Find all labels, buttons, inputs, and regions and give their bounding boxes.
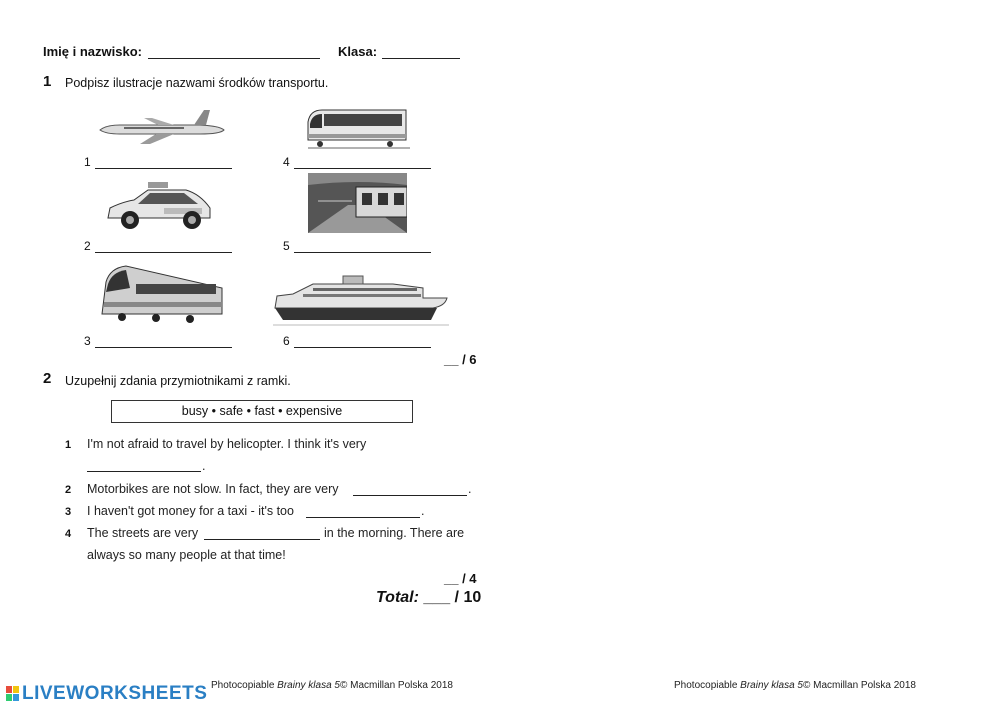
brand-text: LIVEWORKSHEETS bbox=[22, 683, 208, 704]
sentence-3-number: 3 bbox=[65, 506, 72, 518]
picture-4-answer-line[interactable] bbox=[294, 167, 431, 169]
tram-icon bbox=[306, 104, 411, 150]
exercise-2-score: __ / 4 bbox=[444, 571, 477, 586]
train-icon bbox=[100, 262, 224, 324]
picture-2-answer-line[interactable] bbox=[95, 251, 232, 253]
word-box: busy • safe • fast • expensive bbox=[111, 400, 413, 423]
total-label: Total: bbox=[376, 589, 419, 606]
exercise-2-instruction: Uzupełnij zdania przymiotnikami z ramki. bbox=[65, 374, 291, 388]
picture-5-number: 5 bbox=[283, 239, 290, 253]
sentence-3-end: . bbox=[421, 504, 425, 518]
picture-3-number: 3 bbox=[84, 334, 91, 348]
class-label: Klasa: bbox=[338, 44, 378, 59]
picture-6-number: 6 bbox=[283, 334, 290, 348]
sentence-3-text: I haven't got money for a taxi - it's too bbox=[87, 504, 294, 518]
picture-6-answer-line[interactable] bbox=[294, 346, 431, 348]
copyright-right: Photocopiable Brainy klasa 5© Macmillan Polska 2018 bbox=[674, 680, 916, 691]
picture-5-answer-line[interactable] bbox=[294, 251, 431, 253]
total-score bbox=[376, 589, 481, 607]
sentence-2-number: 2 bbox=[65, 484, 72, 496]
exercise-1-score: __ / 6 bbox=[444, 352, 477, 367]
sentence-2-end: . bbox=[468, 482, 472, 496]
sentence-4-line2: always so many people at that time! bbox=[87, 548, 286, 562]
sentence-2-text: Motorbikes are not slow. In fact, they are very bbox=[87, 482, 339, 496]
logo-icon bbox=[6, 686, 20, 702]
exercise-2-number: 2 bbox=[43, 370, 52, 387]
class-line[interactable] bbox=[382, 57, 460, 59]
name-line[interactable] bbox=[148, 57, 320, 59]
name-label: Imię i nazwisko: bbox=[43, 44, 142, 59]
sentence-4-continuation: in the morning. There are bbox=[324, 526, 465, 540]
picture-1-number: 1 bbox=[84, 155, 91, 169]
picture-4-number: 4 bbox=[283, 155, 290, 169]
airplane-icon bbox=[96, 108, 226, 148]
copyright-left: Photocopiable Brainy klasa 5© Macmillan Polska 2018 bbox=[211, 680, 453, 691]
ship-icon bbox=[273, 270, 449, 328]
liveworksheets-logo bbox=[6, 683, 207, 705]
sentence-1-number: 1 bbox=[65, 439, 72, 451]
sentence-3-blank[interactable] bbox=[306, 516, 420, 518]
sentence-2-blank[interactable] bbox=[353, 494, 467, 496]
sentence-1-text: I'm not afraid to travel by helicopter. I think it's very bbox=[87, 437, 367, 451]
exercise-1-number: 1 bbox=[43, 73, 52, 90]
sentence-4-text: The streets are very bbox=[87, 526, 199, 540]
sentence-4-number: 4 bbox=[65, 528, 72, 540]
picture-2-number: 2 bbox=[84, 239, 91, 253]
underground-icon bbox=[308, 173, 407, 233]
sentence-4-blank[interactable] bbox=[204, 538, 320, 540]
sentence-1-blank[interactable] bbox=[87, 470, 201, 472]
picture-3-answer-line[interactable] bbox=[95, 346, 232, 348]
picture-1-answer-line[interactable] bbox=[95, 167, 232, 169]
taxi-icon bbox=[104, 180, 214, 234]
total-value: ___ / 10 bbox=[423, 589, 482, 606]
sentence-1-period: . bbox=[202, 459, 206, 473]
exercise-1-instruction: Podpisz ilustracje nazwami środków transportu. bbox=[65, 76, 329, 90]
